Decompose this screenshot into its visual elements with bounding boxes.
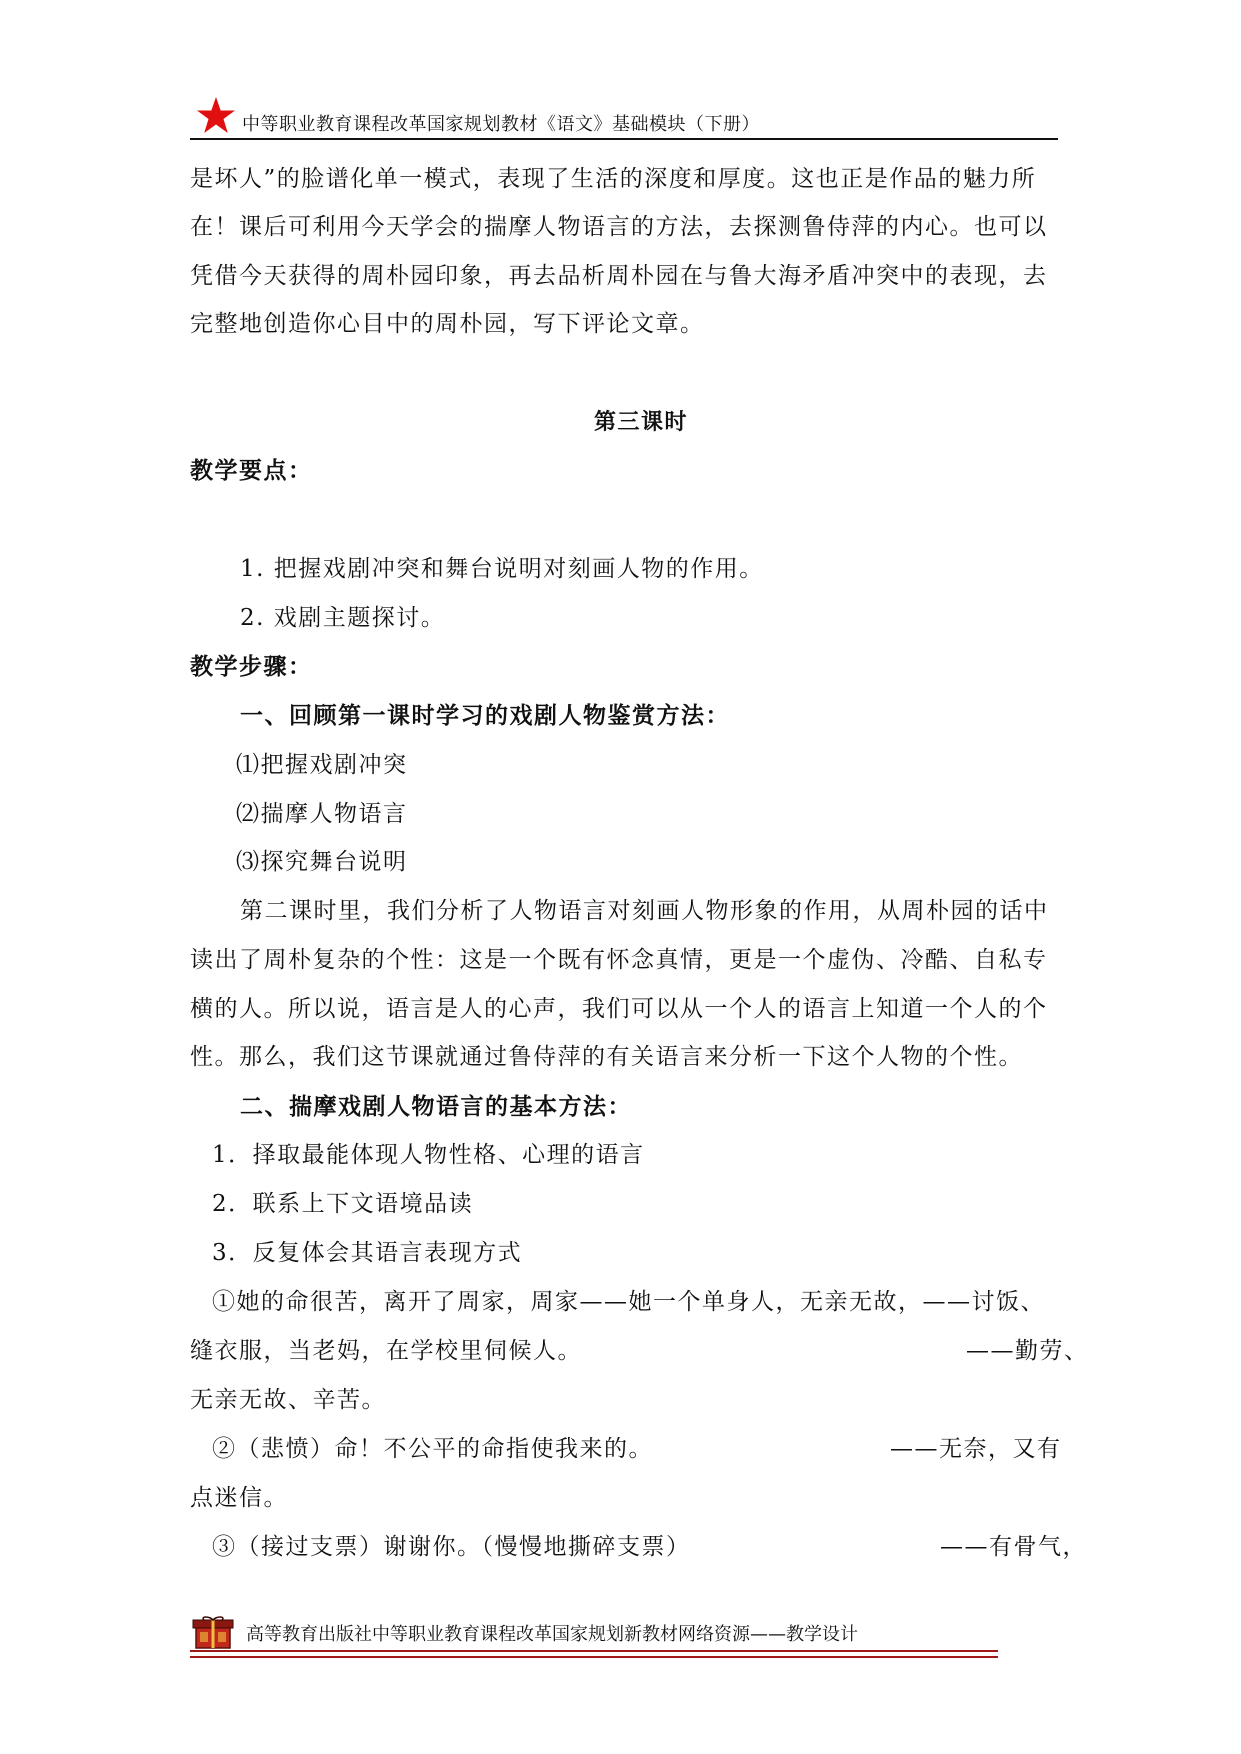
- key-point-item: 1. 把握戏剧冲突和舞台说明对刻画人物的作用。: [240, 556, 764, 582]
- footer-rule: [190, 1656, 998, 1658]
- paragraph-line: 是坏人”的脸谱化单一模式，表现了生活的深度和厚度。这也正是作品的魅力所: [190, 166, 1037, 192]
- publisher-logo-icon: [190, 1616, 236, 1650]
- example-line: 缝衣服，当老妈，在学校里伺候人。: [190, 1338, 582, 1364]
- key-points-heading: 教学要点：: [190, 458, 313, 484]
- red-star-icon: [196, 96, 236, 136]
- section-heading: 一、回顾第一课时学习的戏剧人物鉴赏方法：: [240, 703, 730, 729]
- header-rule: [190, 138, 1058, 140]
- lesson-title: 第三课时: [594, 410, 689, 435]
- paragraph-line: 在！课后可利用今天学会的揣摩人物语言的方法，去探测鲁侍萍的内心。也可以: [190, 214, 1048, 240]
- footer-rule: [190, 1650, 998, 1652]
- example-comment: ——无奈，又有: [890, 1436, 1062, 1462]
- method-item: ⑴把握戏剧冲突: [236, 752, 408, 778]
- method-item: 1．择取最能体现人物性格、心理的语言: [212, 1142, 645, 1168]
- key-point-item: 2. 戏剧主题探讨。: [240, 605, 446, 631]
- example-line: ①她的命很苦，离开了周家，周家——她一个单身人，无亲无故，——讨饭、: [212, 1289, 1045, 1315]
- example-comment: ——勤劳、: [966, 1338, 1089, 1364]
- paragraph-line: 第二课时里，我们分析了人物语言对刻画人物形象的作用，从周朴园的话中: [240, 898, 1049, 924]
- method-item: 2．联系上下文语境品读: [212, 1191, 474, 1217]
- footer-text: 高等教育出版社中等职业教育课程改革国家规划新教材网络资源——教学设计: [246, 1624, 858, 1645]
- method-item: ⑶探究舞台说明: [236, 849, 408, 875]
- example-line: ③（接过支票）谢谢你。（慢慢地撕碎支票）: [212, 1534, 691, 1560]
- section-heading: 二、揣摩戏剧人物语言的基本方法：: [240, 1094, 632, 1120]
- paragraph-line: 读出了周朴复杂的个性：这是一个既有怀念真情，更是一个虚伪、冷酷、自私专: [190, 947, 1048, 973]
- steps-heading: 教学步骤：: [190, 654, 313, 680]
- paragraph-line: 横的人。所以说，语言是人的心声，我们可以从一个人的语言上知道一个人的个: [190, 996, 1048, 1022]
- method-item: 3．反复体会其语言表现方式: [212, 1240, 523, 1266]
- paragraph-line: 凭借今天获得的周朴园印象，再去品析周朴园在与鲁大海矛盾冲突中的表现，去: [190, 263, 1048, 289]
- paragraph-line: 完整地创造你心目中的周朴园，写下评论文章。: [190, 311, 705, 337]
- example-line: ②（悲愤）命！不公平的命指使我来的。: [212, 1436, 653, 1462]
- paragraph-line: 性。那么，我们这节课就通过鲁侍萍的有关语言来分析一下这个人物的个性。: [190, 1044, 1023, 1070]
- method-item: ⑵揣摩人物语言: [236, 801, 408, 827]
- example-comment: ——有骨气，: [940, 1534, 1087, 1560]
- example-line: 点迷信。: [190, 1485, 288, 1511]
- header-title: 中等职业教育课程改革国家规划教材《语文》基础模块（下册）: [242, 114, 760, 135]
- example-line: 无亲无故、辛苦。: [190, 1387, 386, 1413]
